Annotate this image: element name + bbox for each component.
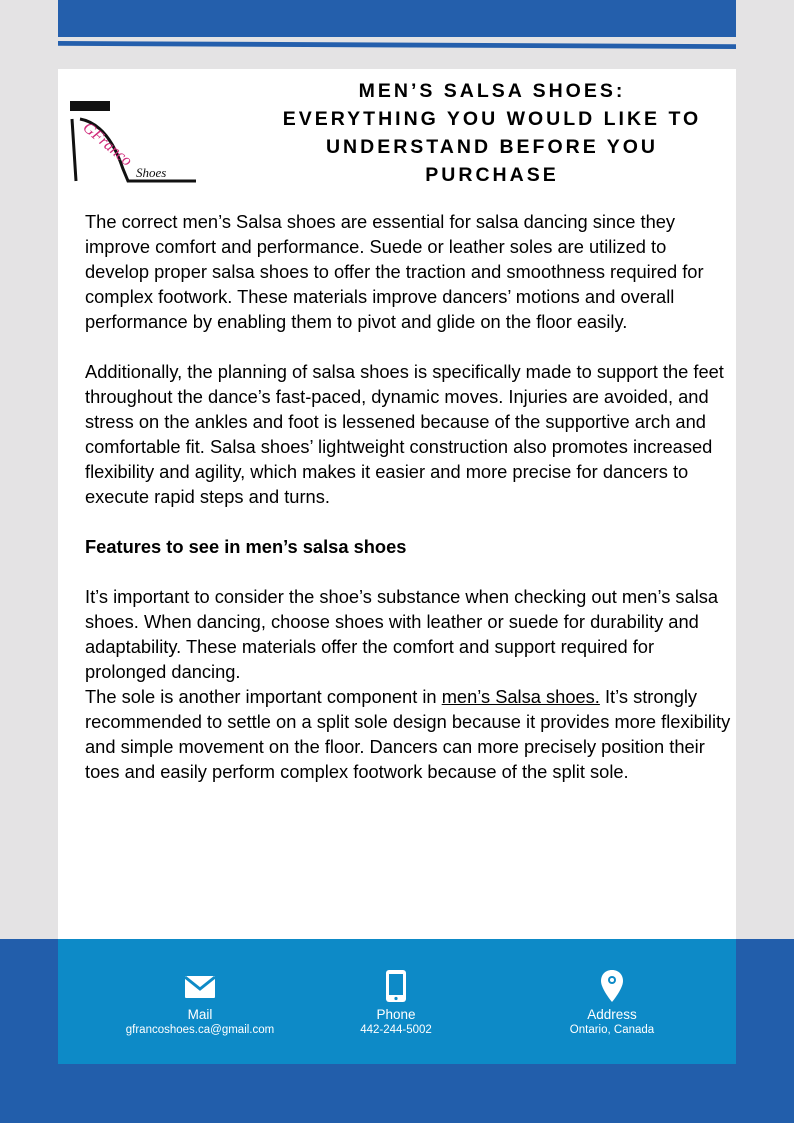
contact-footer	[58, 939, 736, 1064]
svg-text:GFranco: GFranco	[79, 119, 136, 170]
mail-label: Mail	[187, 1007, 213, 1022]
address-value: Ontario, Canada	[569, 1024, 655, 1036]
paragraph: It’s important to consider the shoe’s substance when checking out men’s salsa shoes. When dancing, choose shoes with leather or suede for durability and adaptability. These materials offer the comfort and support required for prolonged dancing.	[85, 586, 719, 682]
text: It’s strongly recommended to settle on a split sole design because it provides more flexibility and simple movement on the floor. Dancers can more precisely position their toes and easily perform complex footwork because of the split sole.	[85, 686, 731, 782]
phone-icon	[384, 969, 408, 1003]
svg-text:Shoes: Shoes	[136, 165, 167, 180]
article-body	[85, 209, 735, 809]
contact-mail	[90, 969, 310, 1036]
address-label: Address	[587, 1007, 637, 1022]
phone-value[interactable]: 442-244-5002	[360, 1024, 432, 1036]
page-title: MEN’S SALSA SHOES: EVERYTHING YOU WOULD LIKE TO UNDERSTAND BEFORE YOU PURCHASE	[282, 80, 702, 186]
paragraph: The correct men’s Salsa shoes are essential for salsa dancing since they improve comfort and performance. Suede or leather soles are utilized to develop proper salsa shoes to offer the traction and smoothness required for complex footwork. These materials improve dancers’ motions and overall performance by enabling them to pivot and glide on the floor easily.	[85, 211, 704, 332]
paragraph	[85, 684, 735, 784]
header-bar	[58, 0, 736, 37]
envelope-icon	[184, 969, 216, 1003]
header-divider	[58, 41, 736, 49]
mens-salsa-shoes-link[interactable]: men’s Salsa shoes.	[441, 686, 600, 707]
paragraph: Additionally, the planning of salsa shoes is specifically made to support the feet throughout the dance’s fast-paced, dynamic moves. Injuries are avoided, and stress on the ankles and foot is lessened because of the supportive arch and comfortable fit. Salsa shoes’ lightweight construction also promotes increased flexibility and agility, which makes it easier and more precise for dancers to execute rapid steps and turns.	[85, 361, 724, 507]
content-card	[58, 69, 736, 939]
text: The sole is another important component in	[85, 686, 442, 707]
contact-phone	[286, 969, 506, 1036]
map-pin-icon	[600, 969, 624, 1003]
high-heel-logo	[68, 99, 198, 189]
section-heading: Features to see in men’s salsa shoes	[85, 536, 407, 557]
contact-address	[502, 969, 722, 1036]
mail-value[interactable]: gfrancoshoes.ca@gmail.com	[125, 1024, 275, 1036]
phone-label: Phone	[376, 1007, 416, 1022]
